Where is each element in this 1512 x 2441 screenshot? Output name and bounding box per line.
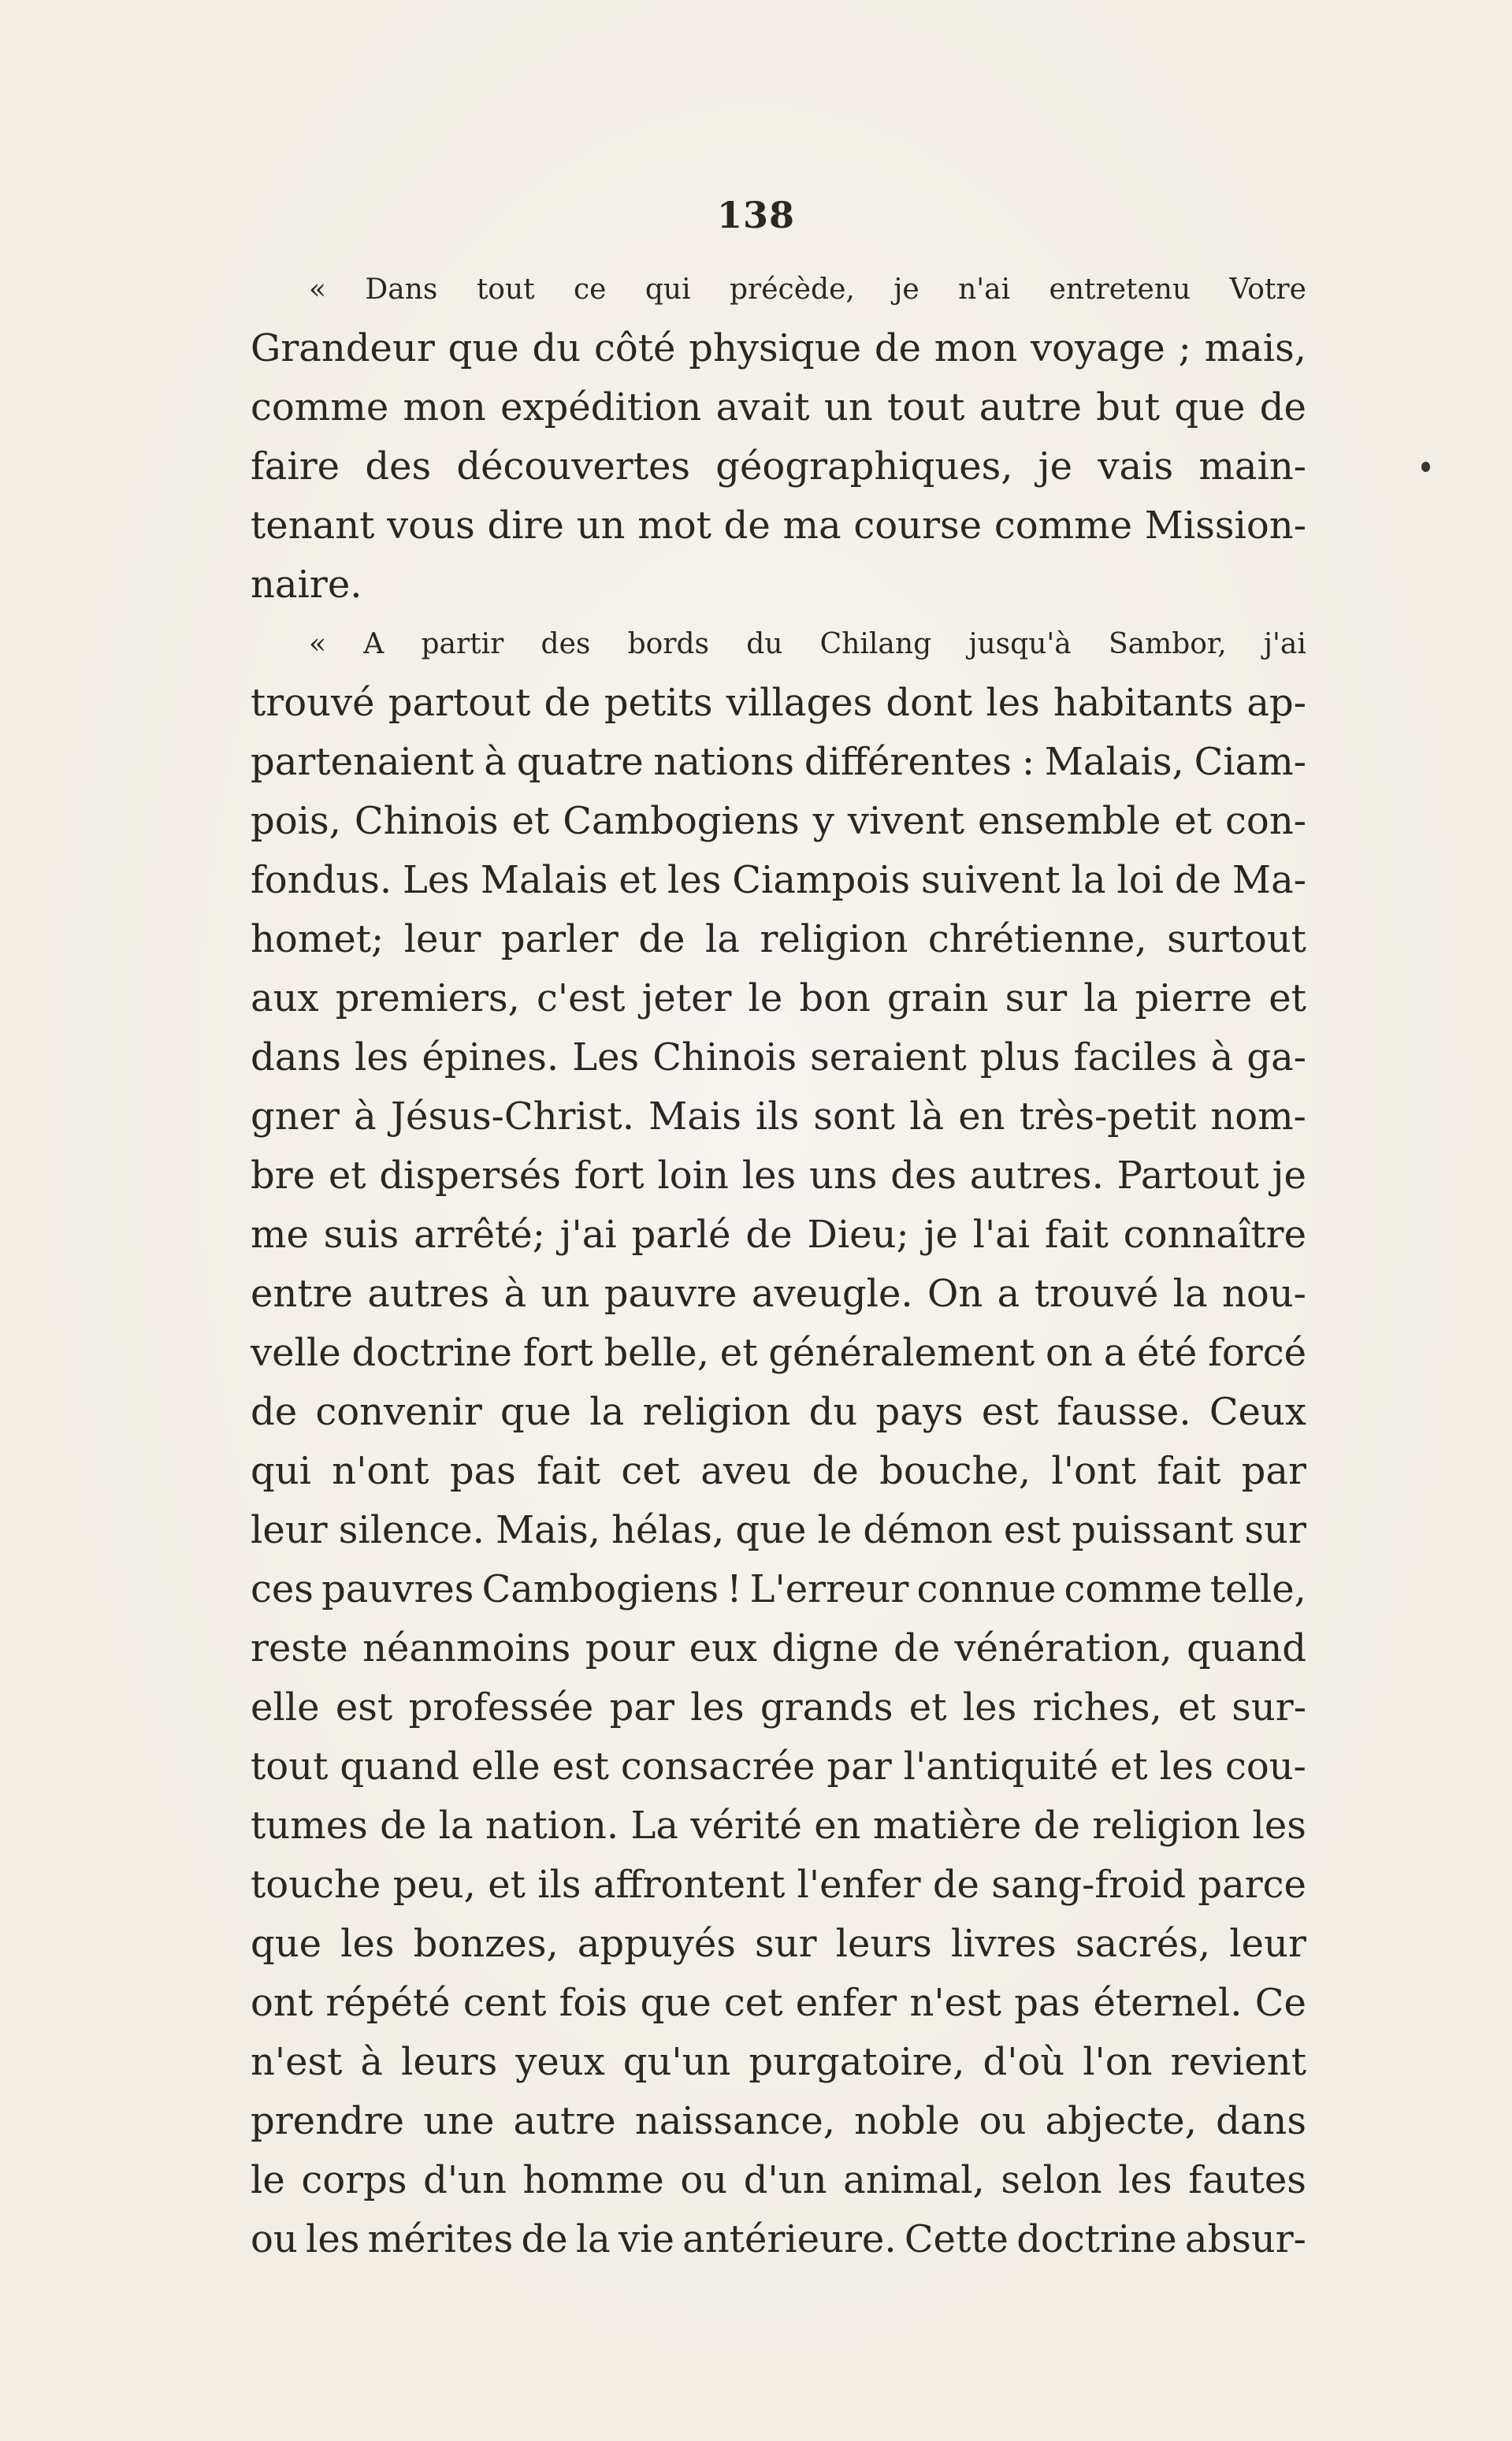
text-line: dans les épines. Les Chinois seraient plus faciles à ga- [251, 1035, 1306, 1079]
text-line: ou les mérites de la vie antérieure. Cette doctrine absur- [251, 2217, 1306, 2261]
text-line: aux premiers, c'est jeter le bon grain sur la pierre et [251, 976, 1306, 1020]
text-line: faire des découvertes géographiques, je vais main- [251, 444, 1306, 489]
text-line: fondus. Les Malais et les Ciampois suivent la loi de Ma- [251, 858, 1306, 902]
text-line: ont répété cent fois que cet enfer n'est pas éternel. Ce [251, 1981, 1306, 2025]
page-number: 138 [716, 194, 796, 236]
text-line: tenant vous dire un mot de ma course comme Mission- [251, 503, 1306, 548]
text-line: reste néanmoins pour eux digne de vénération, quand [251, 1626, 1306, 1670]
text-line: n'est à leurs yeux qu'un purgatoire, d'où l'on revient [251, 2040, 1306, 2084]
text-line: le corps d'un homme ou d'un animal, selon les fautes [251, 2158, 1306, 2202]
text-line: leur silence. Mais, hélas, que le démon est puissant sur [251, 1508, 1306, 1552]
text-line: bre et dispersés fort loin les uns des autres. Partout je [251, 1154, 1306, 1198]
text-line: homet; leur parler de la religion chrétienne, surtout [251, 917, 1306, 961]
text-line: ces pauvres Cambogiens ! L'erreur connue comme telle, [251, 1567, 1306, 1611]
text-line: entre autres à un pauvre aveugle. On a trouvé la nou- [251, 1272, 1306, 1316]
text-line: tumes de la nation. La vérité en matière de religion les [251, 1804, 1306, 1848]
text-line: gner à Jésus-Christ. Mais ils sont là en très-petit nom- [251, 1094, 1306, 1139]
text-line: « A partir des bords du Chilang jusqu'à Sambor, j'ai [309, 628, 1306, 660]
text-line: me suis arrêté; j'ai parlé de Dieu; je l'ai fait connaître [251, 1213, 1306, 1257]
text-line: tout quand elle est consacrée par l'antiquité et les cou- [251, 1744, 1306, 1789]
text-line: prendre une autre naissance, noble ou abjecte, dans [251, 2099, 1306, 2143]
text-line: comme mon expédition avait un tout autre but que de [251, 385, 1306, 429]
text-line: que les bonzes, appuyés sur leurs livres sacrés, leur [251, 1922, 1306, 1966]
ink-speck [1421, 462, 1430, 472]
text-line: elle est professée par les grands et les riches, et sur- [251, 1685, 1306, 1730]
text-line: « Dans tout ce qui précède, je n'ai entretenu Votre [309, 273, 1306, 306]
text-line: pois, Chinois et Cambogiens y vivent ensemble et con- [251, 799, 1306, 843]
body-text [251, 260, 1306, 2269]
text-line: velle doctrine fort belle, et généralement on a été forcé [251, 1331, 1306, 1375]
text-line: qui n'ont pas fait cet aveu de bouche, l'ont fait par [251, 1449, 1306, 1493]
text-line: Grandeur que du côté physique de mon voyage ; mais, [251, 326, 1306, 370]
text-line: de convenir que la religion du pays est fausse. Ceux [251, 1390, 1306, 1434]
text-line: naire. [251, 563, 362, 607]
text-line: touche peu, et ils affrontent l'enfer de sang-froid parce [251, 1863, 1306, 1907]
text-line: trouvé partout de petits villages dont les habitants ap- [251, 681, 1306, 725]
text-line: partenaient à quatre nations différentes : Malais, Ciam- [251, 740, 1306, 784]
